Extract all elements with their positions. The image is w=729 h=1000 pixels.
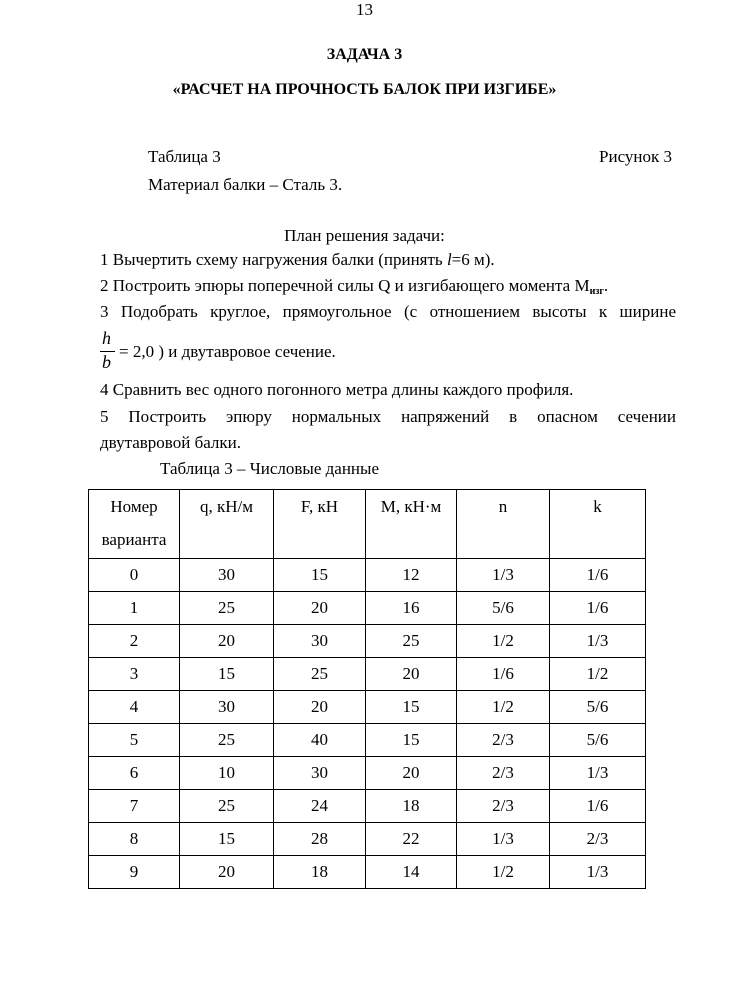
task-title: ЗАДАЧА 3: [326, 46, 403, 63]
cell-n: 2/3: [457, 757, 550, 790]
plan-step-1: 1 Вычертить схему нагружения балки (принять l=6 м).: [100, 250, 495, 269]
header-f: F, кН: [274, 490, 366, 559]
cell-q: 25: [180, 592, 274, 625]
plan-step-4: 4 Сравнить вес одного погонного метра длины каждого профиля.: [100, 380, 574, 399]
header-k: k: [550, 490, 646, 559]
table-header-row: [89, 490, 646, 559]
cell-variant: 2: [89, 625, 180, 658]
cell-k: 5/6: [550, 691, 646, 724]
cell-q: 30: [180, 559, 274, 592]
task-subtitle: «РАСЧЕТ НА ПРОЧНОСТЬ БАЛОК ПРИ ИЗГИБЕ»: [172, 81, 557, 98]
cell-k: 1/6: [550, 592, 646, 625]
cell-m: 14: [366, 856, 457, 889]
plan-step-3: 3 Подобрать круглое, прямоугольное (с отношением высоты к ширине: [100, 302, 676, 321]
cell-f: 24: [274, 790, 366, 823]
cell-k: 1/3: [550, 625, 646, 658]
cell-q: 30: [180, 691, 274, 724]
header-n: n: [457, 490, 550, 559]
cell-variant: 8: [89, 823, 180, 856]
cell-n: 5/6: [457, 592, 550, 625]
cell-variant: 7: [89, 790, 180, 823]
cell-q: 15: [180, 658, 274, 691]
cell-f: 30: [274, 757, 366, 790]
table-row: [89, 790, 646, 823]
numeric-data-table: [88, 489, 646, 889]
cell-k: 1/2: [550, 658, 646, 691]
cell-m: 15: [366, 691, 457, 724]
cell-q: 25: [180, 724, 274, 757]
cell-f: 20: [274, 691, 366, 724]
cell-k: 1/3: [550, 757, 646, 790]
cell-k: 1/6: [550, 790, 646, 823]
cell-q: 25: [180, 790, 274, 823]
table-row: [89, 658, 646, 691]
cell-q: 15: [180, 823, 274, 856]
cell-k: 1/3: [550, 856, 646, 889]
cell-variant: 9: [89, 856, 180, 889]
plan-step-5: 5 Построить эпюру нормальных напряжений в опасном сечении: [100, 407, 676, 426]
header-q: q, кН/м: [180, 490, 274, 559]
plan-title: План решения задачи:: [284, 226, 445, 245]
cell-n: 1/2: [457, 856, 550, 889]
cell-m: 22: [366, 823, 457, 856]
table-row: [89, 856, 646, 889]
table-caption: Таблица 3 – Числовые данные: [160, 459, 379, 478]
page-number: 13: [356, 0, 373, 19]
cell-n: 2/3: [457, 724, 550, 757]
cell-n: 2/3: [457, 790, 550, 823]
cell-f: 30: [274, 625, 366, 658]
cell-n: 1/3: [457, 823, 550, 856]
table-row: [89, 823, 646, 856]
cell-variant: 1: [89, 592, 180, 625]
cell-n: 1/2: [457, 625, 550, 658]
cell-m: 18: [366, 790, 457, 823]
beam-material: Материал балки – Сталь 3.: [148, 175, 343, 194]
cell-q: 20: [180, 856, 274, 889]
cell-f: 18: [274, 856, 366, 889]
header-variant: Номер варианта: [89, 490, 180, 559]
figure-reference: Рисунок 3: [599, 147, 672, 166]
cell-f: 20: [274, 592, 366, 625]
plan-step-3-continued: = 2,0 ) и двутавровое сечение.: [119, 342, 336, 361]
cell-q: 20: [180, 625, 274, 658]
cell-m: 16: [366, 592, 457, 625]
cell-m: 20: [366, 757, 457, 790]
fraction-denominator: b: [102, 352, 111, 372]
cell-variant: 6: [89, 757, 180, 790]
table-row: [89, 559, 646, 592]
cell-n: 1/3: [457, 559, 550, 592]
cell-variant: 4: [89, 691, 180, 724]
cell-m: 20: [366, 658, 457, 691]
table-row: [89, 724, 646, 757]
cell-n: 1/6: [457, 658, 550, 691]
cell-variant: 0: [89, 559, 180, 592]
table-reference: Таблица 3: [148, 147, 221, 166]
plan-step-5-continued: двутавровой балки.: [100, 433, 241, 452]
cell-q: 10: [180, 757, 274, 790]
cell-m: 25: [366, 625, 457, 658]
cell-f: 28: [274, 823, 366, 856]
cell-k: 5/6: [550, 724, 646, 757]
cell-variant: 5: [89, 724, 180, 757]
table-row: [89, 691, 646, 724]
cell-m: 15: [366, 724, 457, 757]
plan-step-2: 2 Построить эпюры поперечной силы Q и изгибающего момента $М_{изг}$.: [100, 276, 609, 297]
cell-m: 12: [366, 559, 457, 592]
header-m: М, кН·м: [366, 490, 457, 559]
table-row: [89, 592, 646, 625]
fraction-numerator: h: [102, 328, 111, 348]
cell-variant: 3: [89, 658, 180, 691]
cell-f: 15: [274, 559, 366, 592]
cell-n: 1/2: [457, 691, 550, 724]
cell-f: 25: [274, 658, 366, 691]
cell-f: 40: [274, 724, 366, 757]
table-row: [89, 625, 646, 658]
table-row: [89, 757, 646, 790]
cell-k: 1/6: [550, 559, 646, 592]
cell-k: 2/3: [550, 823, 646, 856]
